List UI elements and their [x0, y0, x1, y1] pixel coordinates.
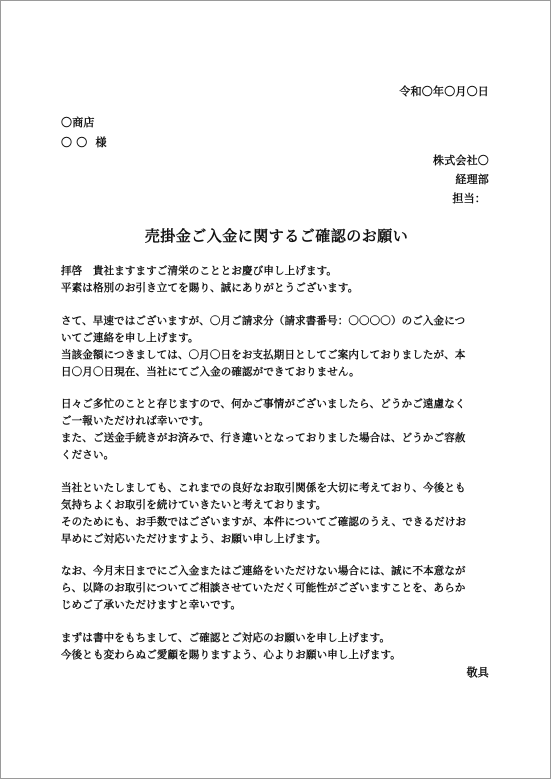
paragraph-closing-remarks: [61, 630, 501, 664]
sender-contact: 担当：: [452, 192, 486, 205]
sender-department: 経理部: [455, 173, 489, 186]
recipient-person: 〇 〇 様: [61, 136, 107, 149]
paragraph-request-contact: [61, 396, 501, 464]
body-line: また、ご送金手続きがお済みで、行き違いとなっておりました場合は、どうかご容赦: [61, 432, 466, 444]
body-line: 早めにご対応いただけますよう、お願い申し上げます。: [61, 533, 327, 545]
body-line: 当該金額につきましては、〇月〇日をお支払期日としてご案内しておりましたが、本: [61, 349, 466, 361]
body-line: いてご連絡を申し上げます。: [61, 332, 199, 344]
body-line: 拝啓 貴社ますますご清栄のこととお慶び申し上げます。: [61, 265, 338, 277]
recipient-company: 〇商店: [61, 116, 95, 129]
body-line: まずは書中をもちまして、ご確認とご対応のお願いを申し上げます。: [61, 632, 391, 644]
body-line: じめご了承いただけますと幸いです。: [61, 599, 242, 611]
paragraph-relationship: [61, 480, 501, 548]
body-line: なお、今月末日までにご入金またはご連絡をいただけない場合には、誠に不本意なが: [61, 565, 466, 577]
body-line: 今後とも変わらぬご愛顧を賜りますよう、心よりお願い申し上げます。: [61, 649, 401, 661]
body-line: 気持ちよくお取引を続けていきたいと考えております。: [61, 499, 327, 511]
body-line: 日〇月〇日現在、当社にてご入金の確認ができておりません。: [61, 366, 360, 378]
body-line: 日々ご多忙のことと存じますので、何かご事情がございましたら、どうかご遠慮なく: [61, 398, 466, 410]
paragraph-payment-notice: [61, 313, 501, 381]
paragraph-greeting: [61, 263, 501, 297]
body-line: さて、早速ではございますが、〇月ご請求分（請求書番号：〇〇〇〇）のご入金につ: [61, 315, 466, 327]
body-line: ください。: [61, 449, 115, 461]
body-line: ら、以降のお取引についてご相談させていただく可能性がございますことを、あらか: [61, 582, 466, 594]
body-line: 平素は格別のお引き立てを賜り、誠にありがとうございます。: [61, 282, 359, 294]
body-line: ご一報いただければ幸いです。: [61, 415, 210, 427]
paragraph-deadline: [61, 563, 501, 614]
letter-date: 令和〇年〇月〇日: [399, 85, 489, 98]
body-line: そのためにも、お手数ではございますが、本件についてご確認のうえ、できるだけお: [61, 516, 467, 528]
body-line: 当社といたしましても、これまでの良好なお取引関係を大切に考えており、今後とも: [61, 482, 466, 494]
letter-title: 売掛金ご入金に関するご確認のお願い: [144, 227, 409, 245]
closing-word: 敬具: [466, 666, 489, 679]
sender-company: 株式会社〇: [433, 154, 489, 167]
